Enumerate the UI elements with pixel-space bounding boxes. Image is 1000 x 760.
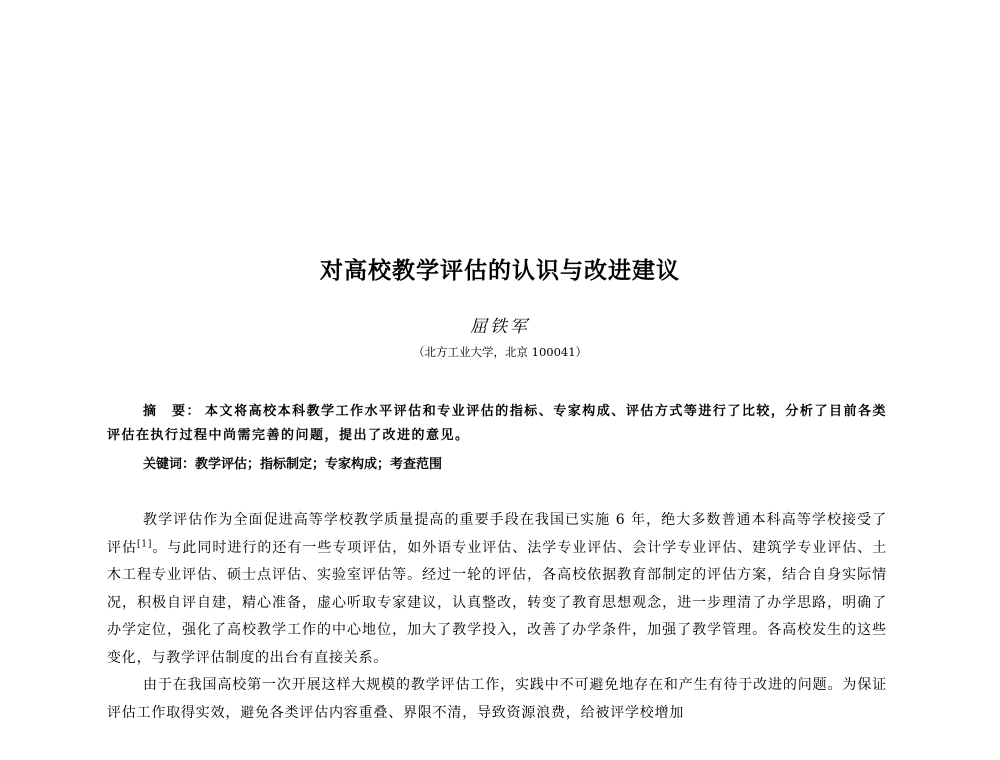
author-affiliation: （北方工业大学，北京 100041） xyxy=(412,345,588,359)
paragraph-1 xyxy=(107,507,887,672)
abstract-label: 摘 要： xyxy=(143,404,202,419)
body-text xyxy=(107,507,887,727)
keywords-text: 教学评估；指标制定；专家构成；考查范围 xyxy=(195,457,443,472)
paragraph-1-text-b: 。与此同时进行的还有一些专项评估，如外语专业评估、法学专业评估、会计学专业评估、建筑学专业评估、土木工程专业评估、硕士点评估、实验室评估等。经过一轮的评估，各高校依据教育部制定的评估方案，结合自身实际情况，积极自评自建，精心准备，虚心听取专家建议，认真整改，转变了教育思想观念，进一步理清了办学思路，明确了办学定位，强化了高校教学工作的中心地位，加大了教学投入，改善了办学条件，加强了教学管理。各高校发生的这些变化，与教学评估制度的出台有直接关系。 xyxy=(107,539,887,666)
paragraph-2: 由于在我国高校第一次开展这样大规模的教学评估工作，实践中不可避免地存在和产生有待于改进的问题。为保证评估工作取得实效，避免各类评估内容重叠、界限不清，导致资源浪费，给被评学校增加 xyxy=(107,677,887,721)
paragraph-1-text-a: 教学评估作为全面促进高等学校教学质量提高的重要手段在我国已实施 6 年，绝大多数普通本科高等学校接受了评估 xyxy=(107,512,887,556)
paper-title: 对高校教学评估的认识与改进建议 xyxy=(320,258,680,284)
citation-ref: [1] xyxy=(137,538,153,549)
abstract xyxy=(107,400,887,448)
keywords-label: 关键词： xyxy=(143,457,196,472)
author-name: 屈铁军 xyxy=(470,317,530,337)
abstract-text: 本文将高校本科教学工作水平评估和专业评估的指标、专家构成、评估方式等进行了比较，分析了目前各类评估在执行过程中尚需完善的问题，提出了改进的意见。 xyxy=(107,404,887,443)
keywords xyxy=(143,455,887,475)
